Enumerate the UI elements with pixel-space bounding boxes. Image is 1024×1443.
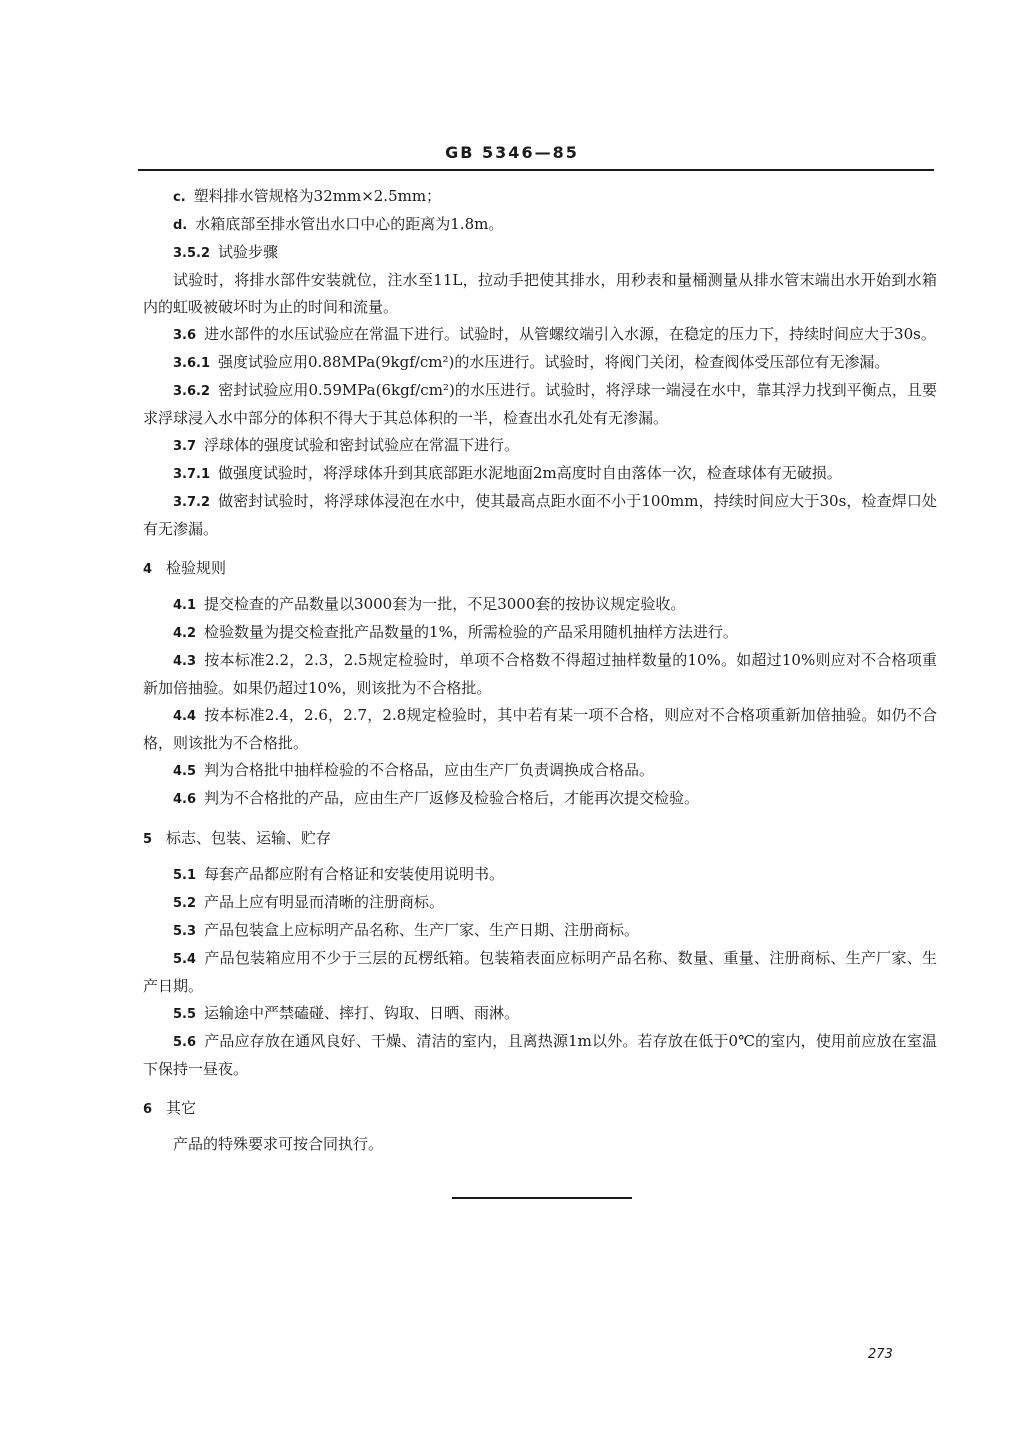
clause-number: 3.6.2	[173, 384, 211, 399]
clause-text: 产品包装盒上应标明产品名称、生产厂家、生产日期、注册商标。	[204, 921, 640, 939]
clause-text: 产品应存放在通风良好、干燥、清洁的室内，且离热源1m以外。若存放在低于0℃的室内，使用前应放在室温下保持一昼夜。	[143, 1032, 937, 1078]
clause-paragraph	[143, 1028, 937, 1083]
clause-number: 6	[143, 1102, 153, 1117]
clause-text: 产品的特殊要求可按合同执行。	[173, 1135, 384, 1153]
clause-paragraph	[143, 488, 937, 543]
clause-number: 4.2	[173, 626, 197, 641]
clause-paragraph	[143, 377, 937, 432]
clause-number: 3.7	[173, 439, 197, 454]
clause-number: 3.6.1	[173, 356, 211, 371]
clause-paragraph	[143, 432, 937, 460]
body-paragraph	[143, 267, 937, 321]
list-item	[143, 211, 937, 239]
clause-text: 水箱底部至排水管出水口中心的距离为1.8m。	[195, 215, 504, 233]
clause-text: 做强度试验时，将浮球体升到其底部距水泥地面2m高度时自由落体一次，检查球体有无破损。	[218, 464, 842, 482]
document-header: GB 5346—85	[445, 143, 579, 162]
clause-paragraph	[143, 917, 937, 945]
clause-number: 5.1	[173, 868, 197, 883]
clause-number: 5.6	[173, 1035, 197, 1050]
clause-text: 产品上应有明显而清晰的注册商标。	[204, 893, 445, 911]
clause-number: 3.7.1	[173, 467, 211, 482]
clause-text: 按本标准2.4，2.6，2.7，2.8规定检验时，其中若有某一项不合格，则应对不合格项重新加倍抽验。如仍不合格，则该批为不合格批。	[143, 706, 937, 752]
clause-number: 4.3	[173, 654, 197, 669]
body-paragraph	[143, 1131, 937, 1158]
clause-text: 每套产品都应附有合格证和安装使用说明书。	[204, 865, 505, 883]
header-rule	[138, 169, 934, 171]
clause-number: 5.3	[173, 924, 197, 939]
clause-number: c.	[173, 190, 186, 205]
clause-text: 密封试验应用0.59MPa(6kgf/cm²)的水压进行。试验时，将浮球一端浸在水中，靠其浮力找到平衡点，且要求浮球浸入水中部分的体积不得大于其总体积的一半，检查出水孔处有无渗漏。	[143, 381, 937, 427]
clause-number: 5.2	[173, 896, 197, 911]
clause-text: 试验时，将排水部件安装就位，注水至11L，拉动手把使其排水，用秒表和量桶测量从排水管末端出水开始到水箱内的虹吸被破坏时为止的时间和流量。	[143, 271, 937, 316]
clause-paragraph	[143, 239, 937, 267]
page-number: 273	[868, 1347, 893, 1362]
clause-number: 4.1	[173, 598, 197, 613]
clause-paragraph	[143, 757, 937, 785]
clause-paragraph	[143, 945, 937, 1000]
clause-number: 4	[143, 562, 153, 577]
clause-text: 判为合格批中抽样检验的不合格品，应由生产厂负责调换成合格品。	[204, 761, 655, 779]
clause-paragraph	[143, 647, 937, 702]
clause-text: 强度试验应用0.88MPa(9kgf/cm²)的水压进行。试验时，将阀门关闭，检查阀体受压部位有无渗漏。	[218, 353, 890, 371]
clause-paragraph	[143, 460, 937, 488]
clause-number: 5.5	[173, 1007, 197, 1022]
section-heading	[143, 555, 937, 583]
clause-paragraph	[143, 889, 937, 917]
clause-paragraph	[143, 349, 937, 377]
clause-number: 4.4	[173, 709, 197, 724]
clause-number: 4.6	[173, 792, 197, 807]
clause-number: 3.6	[173, 328, 197, 343]
clause-paragraph	[143, 702, 937, 757]
clause-number: 5.4	[173, 952, 197, 967]
clause-paragraph	[143, 321, 937, 349]
clause-text: 做密封试验时，将浮球体浸泡在水中，使其最高点距水面不小于100mm，持续时间应大于30s，检查焊口处有无渗漏。	[143, 492, 937, 538]
clause-number: 3.5.2	[173, 246, 211, 261]
clause-number: 4.5	[173, 764, 197, 779]
clause-text: 浮球体的强度试验和密封试验应在常温下进行。	[204, 436, 520, 454]
clause-paragraph	[143, 785, 937, 813]
clause-number: 3.7.2	[173, 495, 211, 510]
clause-text: 其它	[166, 1099, 197, 1117]
section-heading	[143, 1095, 937, 1123]
clause-paragraph	[143, 619, 937, 647]
clause-number: 5	[143, 832, 153, 847]
section-heading	[143, 825, 937, 853]
clause-text: 提交检查的产品数量以3000套为一批，不足3000套的按协议规定验收。	[204, 595, 686, 613]
clause-number: d.	[173, 218, 188, 233]
clause-text: 检验数量为提交检查批产品数量的1%，所需检验的产品采用随机抽样方法进行。	[204, 623, 738, 641]
clause-text: 按本标准2.2，2.3，2.5规定检验时，单项不合格数不得超过抽样数量的10%。如超过10%则应对不合格项重新加倍抽验。如果仍超过10%，则该批为不合格批。	[143, 651, 937, 697]
clause-text: 进水部件的水压试验应在常温下进行。试验时，从管螺纹端引入水源，在稳定的压力下，持续时间应大于30s。	[204, 325, 936, 343]
end-rule	[452, 1197, 632, 1199]
clause-text: 判为不合格批的产品，应由生产厂返修及检验合格后，才能再次提交检验。	[204, 789, 700, 807]
clause-text: 检验规则	[166, 559, 227, 577]
list-item	[143, 183, 937, 211]
document-body	[143, 183, 937, 1158]
clause-text: 标志、包装、运输、贮存	[166, 829, 332, 847]
clause-paragraph	[143, 1000, 937, 1028]
clause-text: 运输途中严禁磕碰、摔打、钩取、日晒、雨淋。	[204, 1004, 520, 1022]
clause-text: 产品包装箱应用不少于三层的瓦楞纸箱。包装箱表面应标明产品名称、数量、重量、注册商标、生产厂家、生产日期。	[143, 949, 937, 995]
clause-paragraph	[143, 591, 937, 619]
clause-text: 试验步骤	[218, 243, 279, 261]
clause-text: 塑料排水管规格为32mm×2.5mm；	[193, 187, 442, 205]
clause-paragraph	[143, 861, 937, 889]
